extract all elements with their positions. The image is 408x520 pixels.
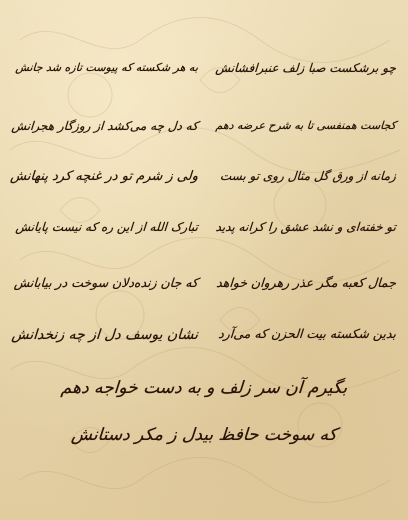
final-couplet-second-hemistich: که سوخت حافظ بیدل ز مکر دستانش	[70, 425, 338, 445]
couplet-6-second-hemistich: نشان یوسف دل از چه زنخدانش	[11, 327, 199, 343]
couplet-3-second-hemistich: ولی ز شرم تو در غنچه کرد پنهانش	[9, 169, 199, 184]
couplet-1-second-hemistich: به هر شکسته که پیوست تازه شد جانش	[14, 61, 199, 74]
couplet-2-first-hemistich: کجاست همنفسی تا به شرح عرضه دهم	[215, 119, 397, 132]
couplet-6-first-hemistich: بدین شکسته بیت الحزن که می‌آرد	[217, 326, 397, 341]
couplet-1-first-hemistich: چو برشکست صبا زلف عنبرافشانش	[215, 61, 397, 75]
couplet-4-first-hemistich: تو خفته‌ای و نشد عشق را کرانه پدید	[215, 220, 397, 234]
couplet-4-second-hemistich: تبارک الله از این ره که نیست پایانش	[15, 220, 199, 234]
couplet-5-first-hemistich: جمال کعبه مگر عذر رهروان خواهد	[215, 275, 397, 290]
couplet-2-second-hemistich: که دل چه می‌کشد از روزگار هجرانش	[11, 119, 199, 133]
couplet-5-second-hemistich: که جان زنده‌دلان سوخت در بیابانش	[13, 275, 199, 290]
final-couplet-first-hemistich: بگیرم آن سر زلف و به دست خواجه دهم	[60, 378, 348, 398]
couplet-3-first-hemistich: زمانه از ورق گل مثال روی تو بست	[219, 169, 397, 183]
